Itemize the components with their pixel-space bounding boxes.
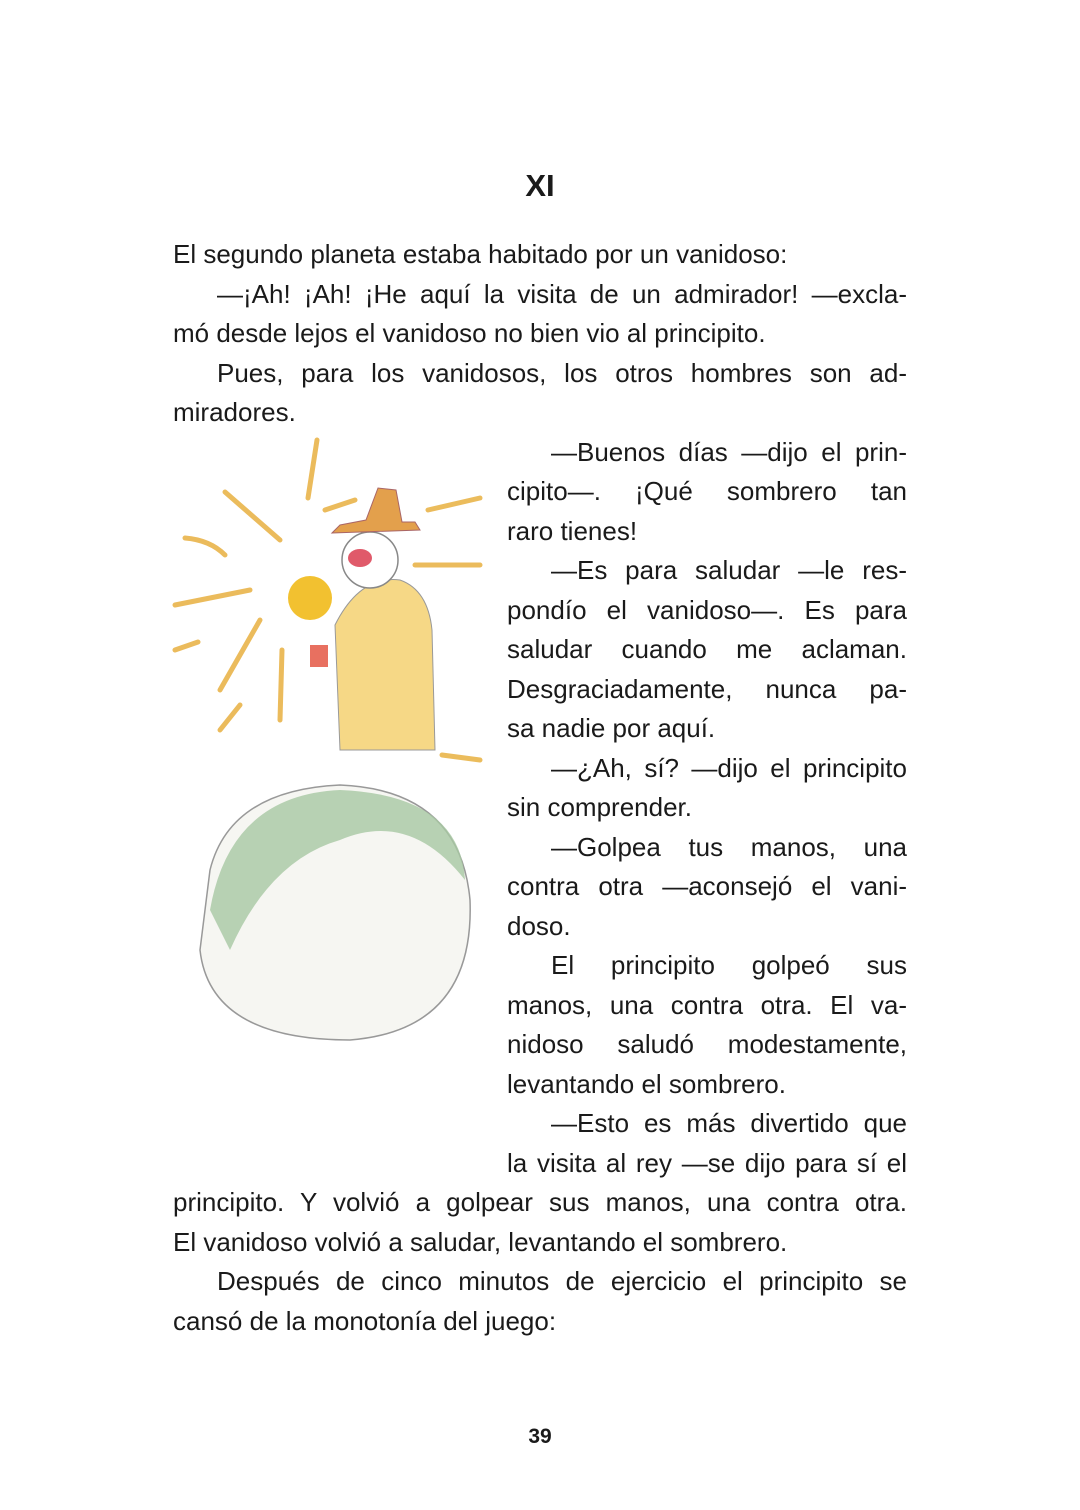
text-line: nidoso saludó modestamente, [507,1029,907,1059]
chapter-title: XI [525,168,555,203]
text-line: sa nadie por aquí. [507,713,716,743]
illustration-vain-man-on-planet [170,430,490,1130]
text-line: Después de cinco minutos de ejercicio el principito se [217,1266,907,1296]
text-line: miradores. [173,397,296,427]
text-line: pondío el vanidoso—. Es para [507,594,907,625]
text-line: saludar cuando me aclaman. [507,634,907,664]
text-line: —Golpea tus manos, una [551,831,907,862]
text-line: —¡Ah! ¡Ah! ¡He aquí la visita de un admirador! —excla- [217,278,907,309]
text-line: El segundo planeta estaba habitado por un vanidoso: [173,239,788,269]
text-line: Desgraciadamente, nunca pa- [507,673,907,704]
text-line: El principito golpeó sus [551,950,907,980]
page-number: 39 [528,1425,552,1448]
text-line: —Esto es más divertido que [551,1108,907,1138]
text-line: sin comprender. [507,792,692,822]
text-line: levantando el sombrero. [507,1068,786,1099]
text-line: —¿Ah, sí? —dijo el principito [551,752,907,783]
text-line: contra otra —aconsejó el vani- [507,871,907,901]
text-line: doso. [507,910,571,941]
text-line: —Buenos días —dijo el prin- [551,436,907,467]
text-line: —Es para saludar —le res- [551,555,907,585]
text-line: El vanidoso volvió a saludar, levantando el sombrero. [173,1226,788,1257]
text-line: mó desde lejos el vanidoso no bien vio al principito. [173,318,766,348]
text-line: cipito—. ¡Qué sombrero tan [507,476,907,506]
text-line: cansó de la monotonía del juego: [173,1305,557,1336]
text-line: manos, una contra otra. El va- [507,989,907,1020]
text-line: raro tienes! [507,515,638,546]
text-line: Pues, para los vanidosos, los otros hombres son ad- [217,357,907,388]
text-line: principito. Y volvió a golpear sus manos, una contra otra. [173,1187,907,1217]
text-line: la visita al rey —se dijo para sí el [507,1147,907,1178]
